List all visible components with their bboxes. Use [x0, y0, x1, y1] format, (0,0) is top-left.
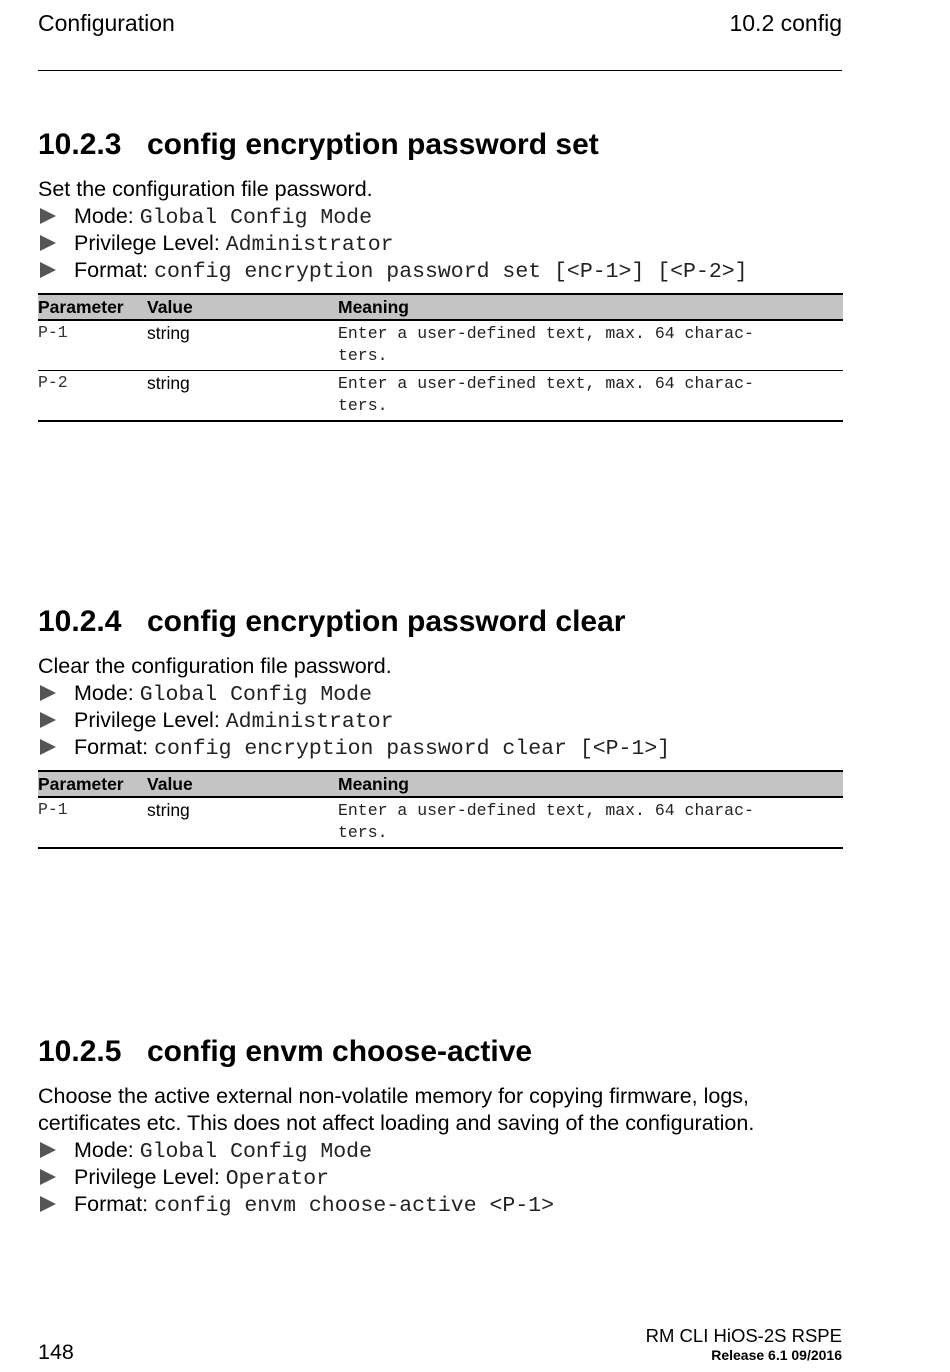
meaning-cell: Enter a user-defined text, max. 64 charac- ters. — [338, 797, 843, 848]
triangle-bullet-icon — [40, 235, 56, 251]
section-title: config encryption password clear — [147, 605, 626, 638]
column-header: Meaning — [338, 294, 843, 320]
mode-value: Global Config Mode — [139, 206, 372, 230]
column-header: Parameter — [38, 294, 147, 320]
format-item: Format: config envm choose-active <P-1> — [38, 1191, 843, 1218]
section-10-2-4 — [38, 602, 843, 849]
running-header-left: Configuration — [38, 10, 175, 36]
column-header: Meaning — [338, 771, 843, 797]
mode-item: Mode: Global Config Mode — [38, 203, 843, 230]
section-heading — [38, 602, 843, 642]
page-number: 148 — [38, 1340, 74, 1364]
footer-product: RM CLI HiOS-2S RSPE — [645, 1325, 842, 1346]
table-row — [38, 320, 843, 371]
property-list — [38, 203, 843, 284]
format-value: config encryption password set [<P-1>] [<P-2>] — [154, 260, 748, 284]
triangle-bullet-icon — [40, 739, 56, 755]
section-description: Set the configuration file password. — [38, 177, 373, 201]
running-header-right: 10.2 config — [729, 10, 842, 36]
section-heading — [38, 125, 843, 165]
column-header: Value — [147, 294, 338, 320]
table-row — [38, 797, 843, 848]
section-title: config encryption password set — [147, 128, 599, 161]
mode-item: Mode: Global Config Mode — [38, 1137, 843, 1164]
triangle-bullet-icon — [40, 1169, 56, 1185]
privilege-item: Privilege Level: Administrator — [38, 707, 843, 734]
privilege-item: Privilege Level: Operator — [38, 1164, 843, 1191]
triangle-bullet-icon — [40, 262, 56, 278]
meaning-cell: Enter a user-defined text, max. 64 charac- ters. — [338, 320, 843, 371]
section-number: 10.2.5 — [38, 1035, 122, 1068]
section-description: Choose the active external non-volatile memory for copying firmware, logs, certificates etc. This does not affect loading and saving of the configuration. — [38, 1084, 755, 1135]
parameter-table — [38, 770, 843, 849]
value-cell: string — [147, 371, 338, 422]
table-header-row — [38, 771, 843, 797]
param-cell: P-1 — [38, 797, 147, 848]
parameter-table — [38, 293, 843, 422]
section-10-2-5 — [38, 1032, 843, 1218]
section-number: 10.2.3 — [38, 128, 122, 161]
table-row — [38, 371, 843, 422]
mode-item: Mode: Global Config Mode — [38, 680, 843, 707]
triangle-bullet-icon — [40, 208, 56, 224]
value-cell: string — [147, 797, 338, 848]
format-value: config encryption password clear [<P-1>] — [154, 737, 671, 761]
mode-value: Global Config Mode — [139, 683, 372, 707]
value-cell: string — [147, 320, 338, 371]
section-title: config envm choose-active — [147, 1035, 533, 1068]
param-cell: P-2 — [38, 371, 147, 422]
section-10-2-3 — [38, 125, 843, 422]
triangle-bullet-icon — [40, 712, 56, 728]
format-item: Format: config encryption password clear [<P-1>] — [38, 734, 843, 761]
property-list — [38, 1137, 843, 1218]
section-number: 10.2.4 — [38, 605, 122, 638]
privilege-item: Privilege Level: Administrator — [38, 230, 843, 257]
triangle-bullet-icon — [40, 1196, 56, 1212]
property-list — [38, 680, 843, 761]
header-rule — [38, 70, 842, 71]
triangle-bullet-icon — [40, 685, 56, 701]
mode-value: Global Config Mode — [139, 1140, 372, 1164]
column-header: Parameter — [38, 771, 147, 797]
format-value: config envm choose-active <P-1> — [154, 1194, 555, 1218]
param-cell: P-1 — [38, 320, 147, 371]
section-description: Clear the configuration file password. — [38, 654, 392, 678]
privilege-value: Administrator — [225, 233, 394, 257]
footer-release: Release 6.1 09/2016 — [711, 1347, 842, 1363]
format-item: Format: config encryption password set [<P-1>] [<P-2>] — [38, 257, 843, 284]
table-header-row — [38, 294, 843, 320]
column-header: Value — [147, 771, 338, 797]
privilege-value: Operator — [225, 1167, 329, 1191]
section-heading — [38, 1032, 843, 1072]
meaning-cell: Enter a user-defined text, max. 64 charac- ters. — [338, 371, 843, 422]
triangle-bullet-icon — [40, 1142, 56, 1158]
privilege-value: Administrator — [225, 710, 394, 734]
